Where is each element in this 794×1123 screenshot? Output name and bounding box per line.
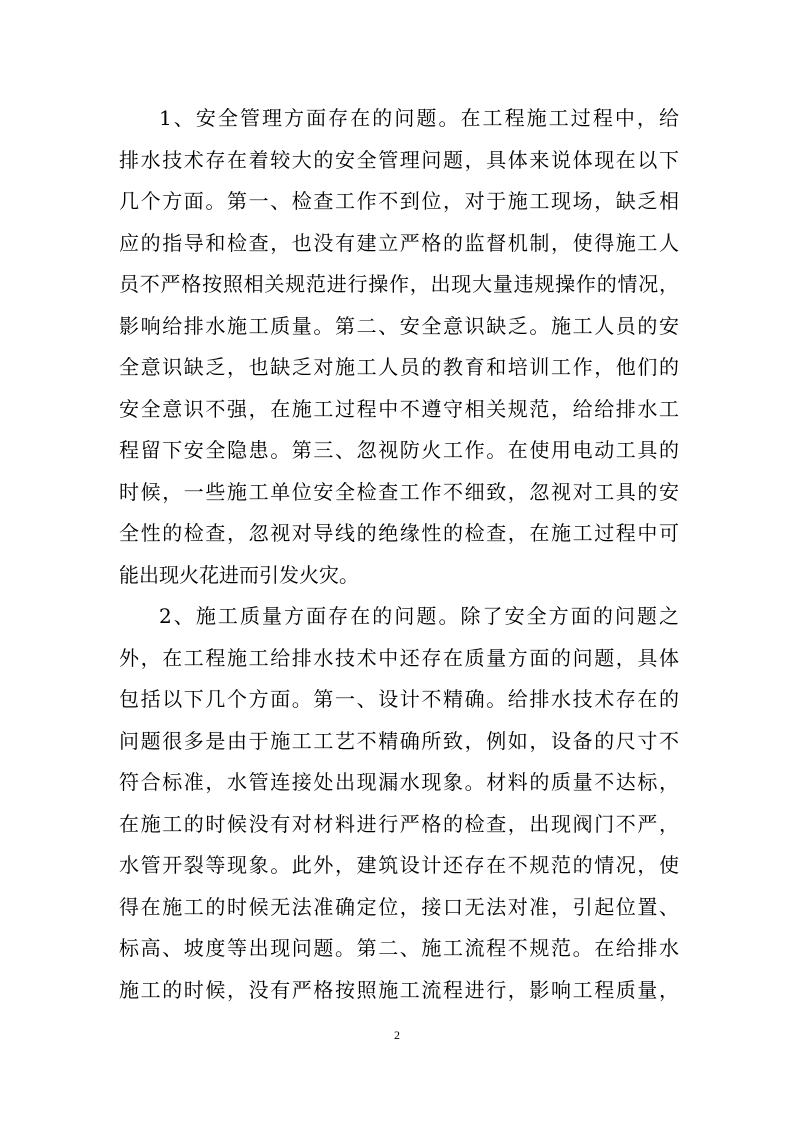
paragraph-1-line-4: 应的指导和检查，也没有建立严格的监督机制，使得施工人 <box>119 230 679 255</box>
paragraph-2-line-5: 符合标准，水管连接处出现漏水现象。材料的质量不达标， <box>119 770 679 794</box>
paragraph-2-line-8: 得在施工的时候无法准确定位，接口无法对准，引起位置、 <box>119 894 679 919</box>
page-number: 2 <box>394 1028 400 1042</box>
document-body <box>119 103 679 1016</box>
paragraph-2-line-3: 包括以下几个方面。第一、设计不精确。给排水技术存在的 <box>119 687 679 711</box>
paragraph-2-line-10: 施工的时候，没有严格按照施工流程进行，影响工程质量， <box>119 977 679 1002</box>
paragraph-1-line-6: 影响给排水施工质量。第二、安全意识缺乏。施工人员的安 <box>119 313 679 338</box>
paragraph-1-line-2: 排水技术存在着较大的安全管理问题，具体来说体现在以下 <box>119 147 679 172</box>
paragraph-2-line-9: 标高、坡度等出现问题。第二、施工流程不规范。在给排水 <box>119 936 679 960</box>
paragraph-1-line-1: 1、安全管理方面存在的问题。在工程施工过程中，给 <box>159 106 679 130</box>
paragraph-2-line-7: 水管开裂等现象。此外，建筑设计还存在不规范的情况，使 <box>119 853 679 877</box>
paragraph-1-line-11: 全性的检查，忽视对导线的绝缘性的检查，在施工过程中可 <box>119 521 679 545</box>
paragraph-1-line-3: 几个方面。第一、检查工作不到位，对于施工现场，缺乏相 <box>119 189 679 213</box>
paragraph-2-line-4: 问题很多是由于施工工艺不精确所致，例如，设备的尺寸不 <box>119 728 679 753</box>
paragraph-2-line-1: 2、施工质量方面存在的问题。除了安全方面的问题之 <box>159 604 679 628</box>
paragraph-1-line-8: 安全意识不强，在施工过程中不遵守相关规范，给给排水工 <box>119 396 679 421</box>
paragraph-1-line-12: 能出现火花进而引发火灾。 <box>119 562 359 587</box>
paragraph-1-line-10: 时候，一些施工单位安全检查工作不细致，忽视对工具的安 <box>119 479 679 504</box>
paragraph-1-line-5: 员不严格按照相关规范进行操作，出现大量违规操作的情况， <box>119 272 679 296</box>
paragraph-2-line-2: 外，在工程施工给排水技术中还存在质量方面的问题，具体 <box>119 645 679 670</box>
paragraph-1-line-7: 全意识缺乏，也缺乏对施工人员的教育和培训工作，他们的 <box>119 355 679 379</box>
paragraph-2-line-6: 在施工的时候没有对材料进行严格的检查，出现阀门不严， <box>119 811 679 836</box>
paragraph-1-line-9: 程留下安全隐患。第三、忽视防火工作。在使用电动工具的 <box>119 438 679 462</box>
